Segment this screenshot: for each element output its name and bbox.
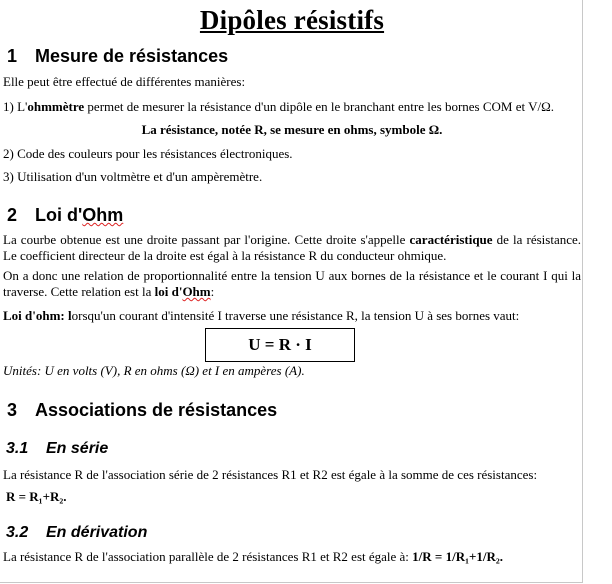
subsection-3-1-heading bbox=[3, 440, 581, 458]
section-2-para-2 bbox=[3, 268, 581, 300]
section-title: Mesure de résistances bbox=[35, 46, 229, 66]
formula-row bbox=[3, 324, 581, 362]
law-text: orsqu'un courant d'intensité I traverse une résistance R, la tension U à ses bornes vaut: bbox=[71, 308, 520, 323]
subsection-number: 3.1 bbox=[6, 440, 29, 457]
ohm-law-term bbox=[155, 284, 211, 299]
section-2-para-1 bbox=[3, 232, 581, 264]
para-text: de la résistance. Le coefficient directeur de la droite est égal à la résistance R du conducteur ohmique. bbox=[3, 232, 582, 263]
section-1-heading bbox=[3, 46, 581, 67]
section-title bbox=[35, 205, 123, 226]
para-text: La courbe obtenue est une droite passant par l'origine. Cette droite s'appelle bbox=[3, 232, 410, 247]
series-text: La résistance R de l'association série de 2 résistances R1 et R2 est égale à la somme de ces résistances: bbox=[3, 467, 538, 482]
heading-part-spellcheck: Ohm bbox=[82, 205, 124, 225]
subsection-title: En dérivation bbox=[46, 524, 148, 541]
heading-part: Loi d' bbox=[35, 205, 83, 225]
section-2-heading bbox=[3, 205, 581, 226]
parallel-formula: 1/R = 1/R₁+1/R₂. bbox=[412, 549, 504, 564]
law-label: Loi d'ohm: l bbox=[3, 308, 72, 323]
subsection-number: 3.2 bbox=[6, 524, 29, 541]
series-formula: R = R₁+R₂. bbox=[6, 489, 67, 504]
parallel-text bbox=[3, 549, 581, 565]
subsection-3-2-heading bbox=[3, 524, 581, 542]
resistance-note: La résistance, notée R, se mesure en ohms, symbole Ω. bbox=[141, 122, 443, 137]
section-number: 2 bbox=[7, 205, 18, 225]
term-part: loi d' bbox=[154, 284, 183, 299]
item-prefix: 1) L' bbox=[3, 99, 28, 114]
para-text: On a donc une relation de proportionnalité entre la tension U aux bornes de la résistance et le courant I qui la traverse. Cette relation est la bbox=[3, 268, 581, 299]
section-number: 3 bbox=[7, 400, 18, 420]
section-number: 1 bbox=[7, 46, 18, 66]
section-1-item-3: 3) Utilisation d'un voltmètre et d'un ampèremètre. bbox=[3, 169, 263, 184]
section-1-item-1 bbox=[3, 99, 581, 115]
document-title: Dipôles résistifs bbox=[199, 5, 385, 35]
item-text: permet de mesurer la résistance d'un dipôle en le branchant entre les bornes COM et V/Ω. bbox=[84, 99, 555, 114]
para-text: : bbox=[210, 284, 215, 299]
subsection-title: En série bbox=[46, 440, 109, 457]
units-note: Unités: U en volts (V), R en ohms (Ω) et I en ampères (A). bbox=[3, 363, 305, 378]
section-1-intro: Elle peut être effectué de différentes manières: bbox=[3, 74, 246, 89]
section-title: Associations de résistances bbox=[35, 400, 278, 420]
section-1-item-2: 2) Code des couleurs pour les résistances électroniques. bbox=[3, 146, 293, 161]
ohm-law-formula: U = R · I bbox=[205, 328, 355, 362]
para-text: La résistance R de l'association parallèle de 2 résistances R1 et R2 est égale à: bbox=[3, 549, 413, 564]
characteristic-term: caractéristique bbox=[409, 232, 493, 247]
term-part-spellcheck: Ohm bbox=[182, 284, 211, 299]
ohm-law-statement bbox=[3, 308, 581, 324]
section-3-heading bbox=[3, 400, 581, 421]
ohmmeter-term: ohmmètre bbox=[27, 99, 85, 114]
